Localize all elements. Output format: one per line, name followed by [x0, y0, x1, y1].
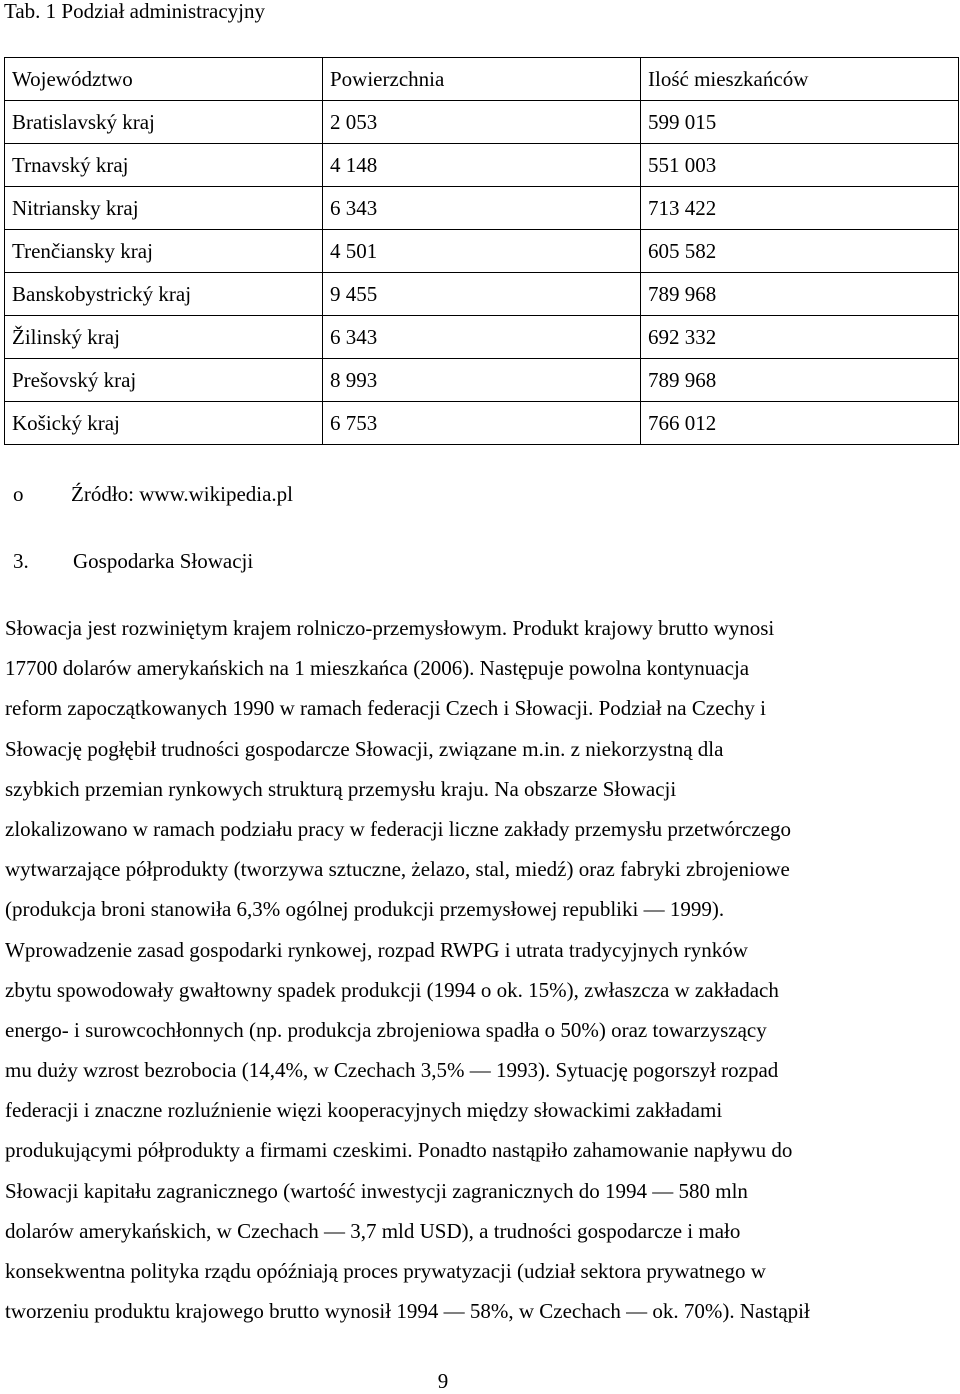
area-cell: 2 053 [323, 101, 641, 144]
paragraph-line: konsekwentna polityka rządu opóźniają proces prywatyzacji (udział sektora prywatnego w [5, 1259, 766, 1283]
paragraph-line: reform zapoczątkowanych 1990 w ramach federacji Czech i Słowacji. Podział na Czechy i [5, 696, 766, 721]
page-number: 9 [437, 1369, 449, 1393]
population-cell: 599 015 [641, 101, 959, 144]
region-cell: Nitriansky kraj [5, 187, 323, 230]
paragraph-line: (produkcja broni stanowiła 6,3% ogólnej produkcji przemysłowej republiki — 1999). [5, 897, 725, 922]
paragraph-line: 17700 dolarów amerykańskich na 1 mieszkańca (2006). Następuje powolna kontynuacja [5, 656, 750, 681]
paragraph-line: mu duży wzrost bezrobocia (14,4%, w Czechach 3,5% — 1993). Sytuację pogorszył rozpad [5, 1058, 779, 1083]
region-cell: Banskobystrický kraj [5, 273, 323, 316]
area-cell: 4 501 [323, 230, 641, 273]
region-cell: Žilinský kraj [5, 316, 323, 359]
paragraph-line: Słowację pogłębił trudności gospodarcze Słowacji, związane m.in. z niekorzystną dla [5, 736, 724, 761]
area-cell: 6 343 [323, 187, 641, 230]
list-bullet: o [13, 482, 24, 506]
paragraph-line: federacji i znaczne rozluźnienie więzi kooperacyjnych między słowackimi zakładami [5, 1098, 723, 1123]
paragraph-line: Słowacja jest rozwiniętym krajem rolniczo-przemysłowym. Produkt krajowy brutto wynosi [5, 616, 775, 640]
population-cell: 605 582 [641, 230, 959, 273]
table-row [5, 187, 959, 230]
paragraph-line: produkującymi półprodukty a firmami czeskimi. Ponadto nastąpiło zahamowanie napływu do [5, 1138, 793, 1163]
area-cell: 6 343 [323, 316, 641, 359]
region-cell: Košický kraj [5, 402, 323, 445]
table-row [5, 402, 959, 445]
table-caption: Tab. 1 Podział administracyjny [4, 0, 265, 23]
paragraph-line: energo- i surowcochłonnych (np. produkcja zbrojeniowa spadła o 50%) oraz towarzyszący [5, 1017, 767, 1042]
paragraph-line: wytwarzające półprodukty (tworzywa sztuczne, żelazo, stal, miedź) oraz fabryki zbrojeniowe [5, 857, 790, 882]
table-row [5, 101, 959, 144]
section-number: 3. [13, 549, 29, 573]
paragraph-line: szybkich przemian rynkowych strukturą przemysłu kraju. Na obszarze Słowacji [5, 776, 677, 801]
region-cell: Trnavský kraj [5, 144, 323, 187]
population-cell: 713 422 [641, 187, 959, 230]
region-cell: Prešovský kraj [5, 359, 323, 402]
paragraph-line: Wprowadzenie zasad gospodarki rynkowej, rozpad RWPG i utrata tradycyjnych rynków [5, 937, 748, 962]
population-cell: 766 012 [641, 402, 959, 445]
table-source-note [13, 481, 293, 507]
paragraph-line: dolarów amerykańskich, w Czechach — 3,7 mld USD), a trudności gospodarcze i mało [5, 1218, 741, 1243]
population-cell: 551 003 [641, 144, 959, 187]
source-text: Źródło: www.wikipedia.pl [71, 482, 294, 506]
table-row [5, 359, 959, 402]
paragraph-line: tworzeniu produktu krajowego brutto wynosił 1994 — 58%, w Czechach — ok. 70%). Nastąpił [5, 1299, 810, 1324]
administrative-division-table [4, 57, 959, 445]
section-title: Gospodarka Słowacji [73, 549, 254, 573]
table-row [5, 316, 959, 359]
section-heading [13, 548, 253, 574]
header-cell-region: Województwo [5, 58, 323, 101]
table-header-row [5, 58, 959, 101]
body-paragraph [5, 608, 955, 1331]
population-cell: 692 332 [641, 316, 959, 359]
area-cell: 4 148 [323, 144, 641, 187]
area-cell: 6 753 [323, 402, 641, 445]
paragraph-line: zlokalizowano w ramach podziału pracy w federacji liczne zakłady przemysłu przetwórczego [5, 816, 791, 841]
area-cell: 8 993 [323, 359, 641, 402]
population-cell: 789 968 [641, 359, 959, 402]
header-cell-area: Powierzchnia [323, 58, 641, 101]
region-cell: Bratislavský kraj [5, 101, 323, 144]
population-cell: 789 968 [641, 273, 959, 316]
table-row [5, 144, 959, 187]
paragraph-line: zbytu spowodowały gwałtowny spadek produkcji (1994 o ok. 15%), zwłaszcza w zakładach [5, 977, 779, 1002]
paragraph-line: Słowacji kapitału zagranicznego (wartość inwestycji zagranicznych do 1994 — 580 mln [5, 1178, 748, 1203]
table-row [5, 230, 959, 273]
area-cell: 9 455 [323, 273, 641, 316]
table-row [5, 273, 959, 316]
header-cell-population: Ilość mieszkańców [641, 58, 959, 101]
region-cell: Trenčiansky kraj [5, 230, 323, 273]
